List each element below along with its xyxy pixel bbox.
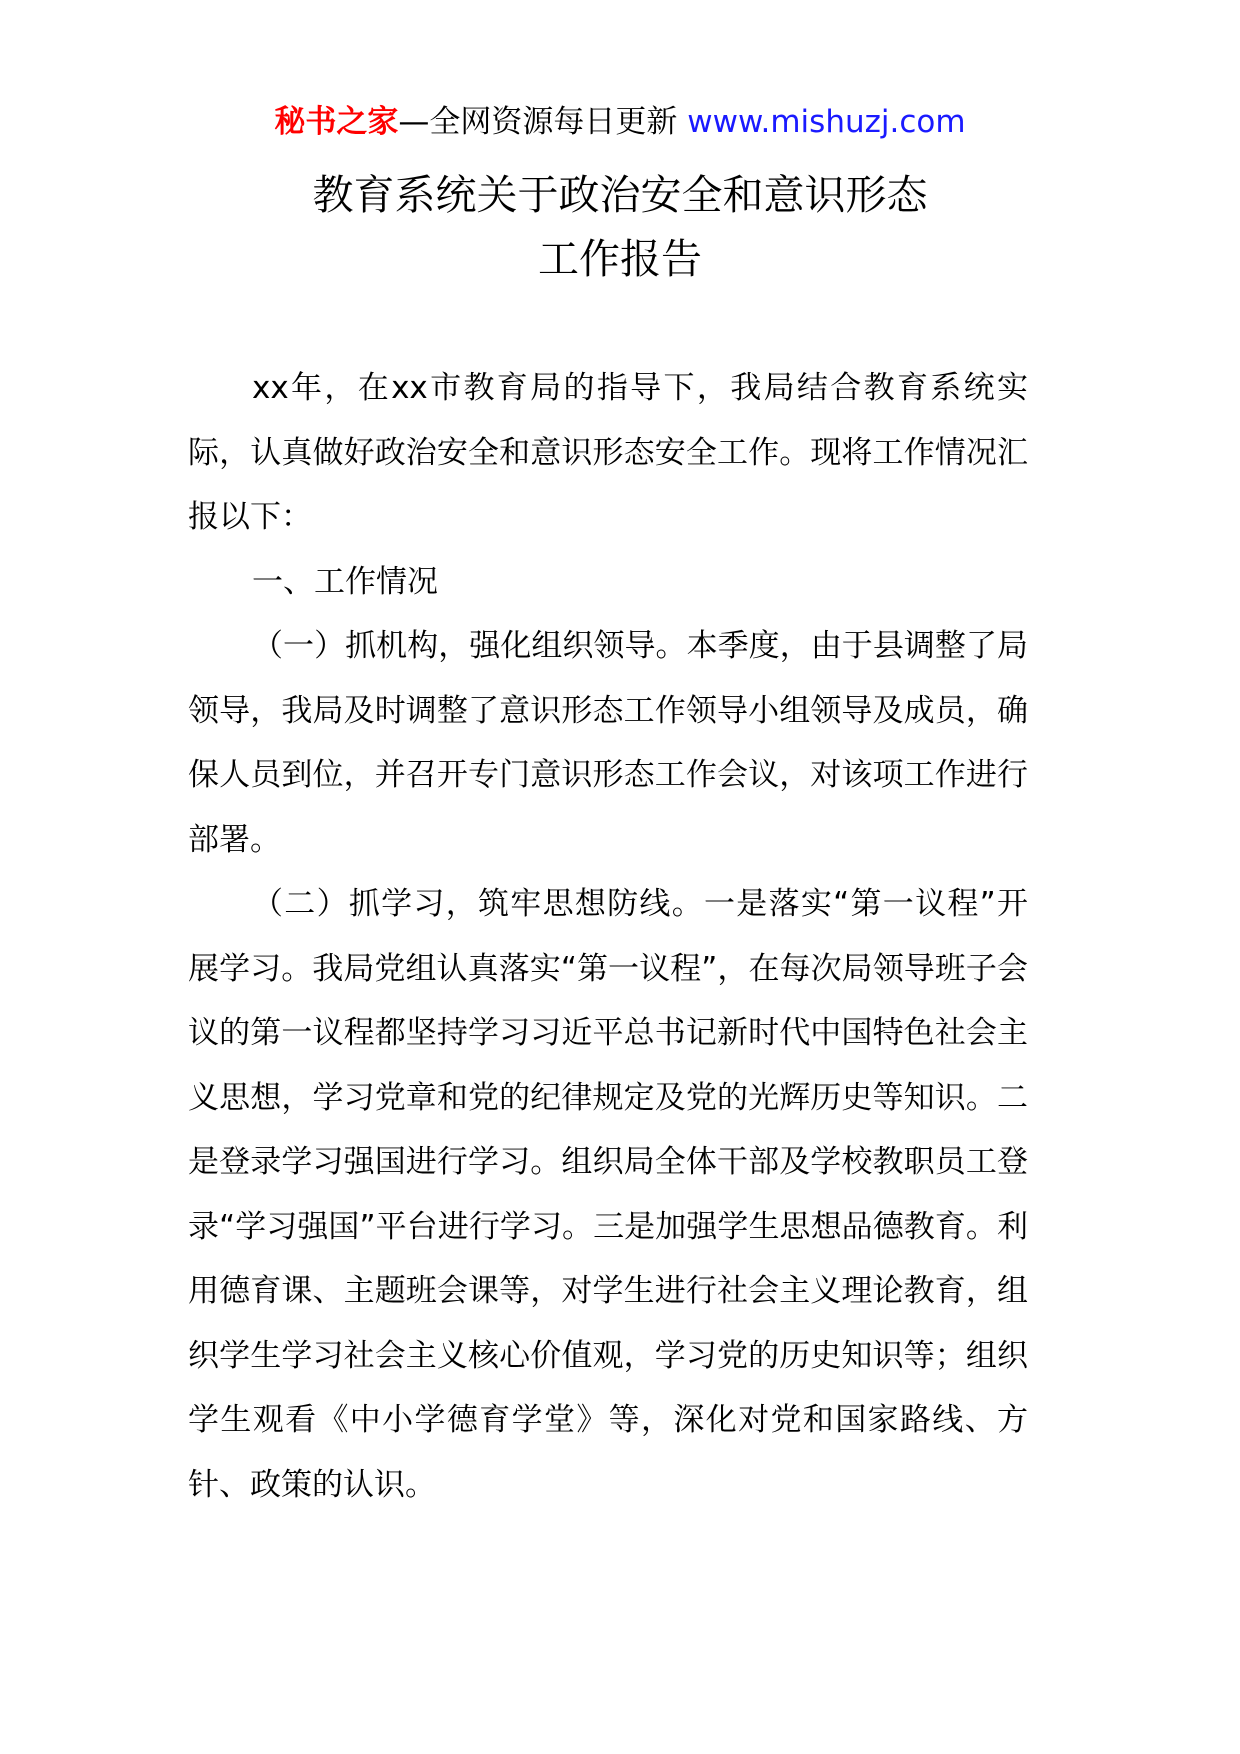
- section-heading: 一、工作情况: [252, 563, 438, 600]
- paragraph-study: （二）抓学习，筑牢思想防线。一是落实“第一议程”开展学习。我局党组认真落实“第一议程”，在每次局领导班子会议的第一议程都坚持学习习近平总书记新时代中国特色社会主义思想，学习党章和党的纪律规定及党的光辉历史等知识。二是登录学习强国进行学习。组织局全体干部及学校教职员工登录“学习强国”平台进行学习。三是加强学生思想品德教育。利用德育课、主题班会课等，对学生进行社会主义理论教育，组织学生学习社会主义核心价值观，学习党的历史知识等；组织学生观看《中小学德育学堂》等，深化对党和国家路线、方针、政策的认识。: [188, 886, 1028, 1503]
- paragraph-organization: （一）抓机构，强化组织领导。本季度，由于县调整了局领导，我局及时调整了意识形态工作领导小组领导及成员，确保人员到位，并召开专门意识形态工作会议，对该项工作进行部署。: [188, 628, 1028, 858]
- title-line-1: 教育系统关于政治安全和意识形态: [312, 171, 928, 219]
- document-title: [0, 163, 1240, 291]
- brand-name: 秘书之家: [274, 104, 399, 140]
- title-line-2: 工作报告: [538, 235, 702, 283]
- document-body: [188, 356, 1028, 1517]
- intro-paragraph: xx年，在xx市教育局的指导下，我局结合教育系统实际，认真做好政治安全和意识形态安全工作。现将工作情况汇报以下：: [188, 370, 1028, 535]
- site-header: [0, 100, 1240, 144]
- site-url[interactable]: www.mishuzj.com: [687, 104, 966, 140]
- header-tagline: —全网资源每日更新: [398, 104, 688, 140]
